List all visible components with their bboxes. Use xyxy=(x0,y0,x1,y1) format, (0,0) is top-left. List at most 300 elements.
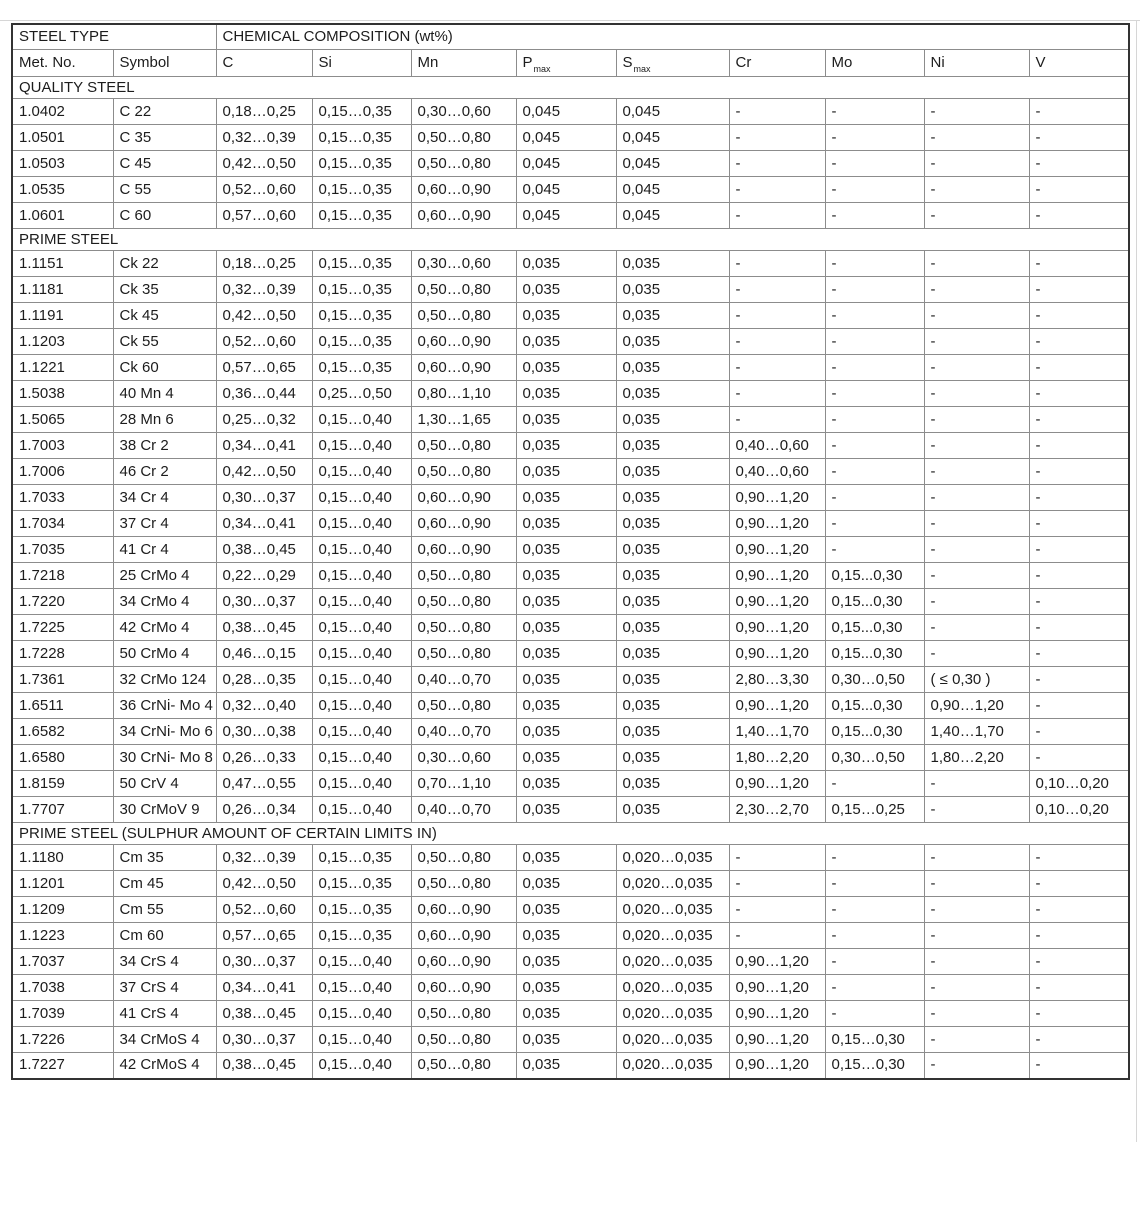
cell-cr: 0,40…0,60 xyxy=(729,459,825,485)
cell-si: 0,15…0,35 xyxy=(312,151,411,177)
table-row xyxy=(12,277,1129,303)
cell-si: 0,15…0,40 xyxy=(312,1027,411,1053)
cell-symbol: Ck 60 xyxy=(113,355,216,381)
cell-mo: 0,15…0,25 xyxy=(825,797,924,823)
cell-mn: 0,50…0,80 xyxy=(411,1027,516,1053)
cell-cr: 0,90…1,20 xyxy=(729,485,825,511)
cell-symbol: 42 CrMo 4 xyxy=(113,615,216,641)
cell-mo: - xyxy=(825,125,924,151)
cell-cr: - xyxy=(729,99,825,125)
cell-s-max: 0,035 xyxy=(616,537,729,563)
cell-ni: 1,40…1,70 xyxy=(924,719,1029,745)
cell-met-no: 1.7218 xyxy=(12,563,113,589)
cell-met-no: 1.7707 xyxy=(12,797,113,823)
table-row xyxy=(12,845,1129,871)
cell-p-max: 0,035 xyxy=(516,563,616,589)
cell-si: 0,15…0,40 xyxy=(312,459,411,485)
cell-symbol: 34 CrS 4 xyxy=(113,949,216,975)
cell-symbol: C 35 xyxy=(113,125,216,151)
cell-s-max: 0,020…0,035 xyxy=(616,1001,729,1027)
cell-cr: - xyxy=(729,923,825,949)
cell-mn: 0,40…0,70 xyxy=(411,719,516,745)
cell-symbol: C 60 xyxy=(113,203,216,229)
cell-p-max: 0,035 xyxy=(516,667,616,693)
cell-c: 0,38…0,45 xyxy=(216,1053,312,1079)
column-header-row xyxy=(12,50,1129,77)
cell-s-max: 0,035 xyxy=(616,797,729,823)
cell-s-max: 0,035 xyxy=(616,407,729,433)
steel-composition-table xyxy=(11,23,1130,1080)
cell-mo: - xyxy=(825,151,924,177)
cell-c: 0,32…0,39 xyxy=(216,277,312,303)
cell-mn: 0,50…0,80 xyxy=(411,563,516,589)
cell-cr: - xyxy=(729,251,825,277)
cell-cr: 0,90…1,20 xyxy=(729,1053,825,1079)
cell-si: 0,15…0,40 xyxy=(312,719,411,745)
cell-s-max: 0,035 xyxy=(616,485,729,511)
cell-si: 0,15…0,35 xyxy=(312,251,411,277)
cell-v: - xyxy=(1029,949,1129,975)
cell-ni: - xyxy=(924,381,1029,407)
table-row xyxy=(12,125,1129,151)
cell-mn: 0,70…1,10 xyxy=(411,771,516,797)
table-row xyxy=(12,433,1129,459)
cell-mn: 0,50…0,80 xyxy=(411,871,516,897)
cell-cr: - xyxy=(729,125,825,151)
cell-si: 0,15…0,35 xyxy=(312,177,411,203)
cell-ni: - xyxy=(924,277,1029,303)
cell-p-max: 0,045 xyxy=(516,125,616,151)
cell-ni: - xyxy=(924,845,1029,871)
cell-mn: 0,50…0,80 xyxy=(411,1053,516,1079)
cell-c: 0,42…0,50 xyxy=(216,871,312,897)
cell-s-max: 0,045 xyxy=(616,125,729,151)
cell-c: 0,25…0,32 xyxy=(216,407,312,433)
cell-mn: 0,40…0,70 xyxy=(411,667,516,693)
cell-si: 0,15…0,40 xyxy=(312,949,411,975)
cell-c: 0,30…0,38 xyxy=(216,719,312,745)
cell-met-no: 1.1201 xyxy=(12,871,113,897)
cell-ni: - xyxy=(924,125,1029,151)
cell-v: - xyxy=(1029,693,1129,719)
section-header-row xyxy=(12,823,1129,845)
cell-si: 0,15…0,40 xyxy=(312,433,411,459)
cell-mo: 0,15...0,30 xyxy=(825,641,924,667)
cell-symbol: 46 Cr 2 xyxy=(113,459,216,485)
table-row xyxy=(12,355,1129,381)
cell-cr: - xyxy=(729,381,825,407)
table-row xyxy=(12,151,1129,177)
table-row xyxy=(12,303,1129,329)
cell-mo: - xyxy=(825,99,924,125)
cell-mn: 0,50…0,80 xyxy=(411,615,516,641)
cell-p-max: 0,035 xyxy=(516,923,616,949)
table-row xyxy=(12,99,1129,125)
table-row xyxy=(12,667,1129,693)
cell-p-max: 0,035 xyxy=(516,537,616,563)
cell-cr: - xyxy=(729,871,825,897)
cell-c: 0,34…0,41 xyxy=(216,975,312,1001)
cell-met-no: 1.1181 xyxy=(12,277,113,303)
cell-mn: 0,50…0,80 xyxy=(411,151,516,177)
cell-symbol: 42 CrMoS 4 xyxy=(113,1053,216,1079)
cell-p-max: 0,035 xyxy=(516,381,616,407)
cell-si: 0,15…0,40 xyxy=(312,641,411,667)
col-header-mo: Mo xyxy=(825,50,924,77)
cell-symbol: 34 Cr 4 xyxy=(113,485,216,511)
header-group-row xyxy=(12,24,1129,50)
cell-v: - xyxy=(1029,745,1129,771)
cell-s-max: 0,020…0,035 xyxy=(616,845,729,871)
cell-cr: - xyxy=(729,897,825,923)
cell-s-max: 0,035 xyxy=(616,667,729,693)
cell-c: 0,57…0,65 xyxy=(216,923,312,949)
cell-c: 0,30…0,37 xyxy=(216,1027,312,1053)
cell-mo: - xyxy=(825,975,924,1001)
cell-symbol: 36 CrNi- Mo 4 xyxy=(113,693,216,719)
cell-c: 0,47…0,55 xyxy=(216,771,312,797)
cell-p-max: 0,035 xyxy=(516,1027,616,1053)
cell-p-max: 0,035 xyxy=(516,459,616,485)
cell-cr: 0,90…1,20 xyxy=(729,563,825,589)
cell-cr: 0,90…1,20 xyxy=(729,589,825,615)
cell-mo: - xyxy=(825,355,924,381)
table-row xyxy=(12,485,1129,511)
cell-s-max: 0,035 xyxy=(616,615,729,641)
cell-ni: - xyxy=(924,589,1029,615)
cell-v: - xyxy=(1029,1027,1129,1053)
cell-mo: - xyxy=(825,407,924,433)
cell-ni: - xyxy=(924,1001,1029,1027)
cell-s-max: 0,035 xyxy=(616,329,729,355)
table-row xyxy=(12,771,1129,797)
cell-symbol: C 55 xyxy=(113,177,216,203)
cell-mo: - xyxy=(825,329,924,355)
cell-symbol: 32 CrMo 124 xyxy=(113,667,216,693)
cell-p-max: 0,035 xyxy=(516,719,616,745)
cell-cr: - xyxy=(729,177,825,203)
cell-c: 0,42…0,50 xyxy=(216,303,312,329)
cell-si: 0,15…0,35 xyxy=(312,355,411,381)
cell-mn: 0,60…0,90 xyxy=(411,923,516,949)
cell-mo: - xyxy=(825,277,924,303)
cell-v: - xyxy=(1029,381,1129,407)
cell-mn: 0,50…0,80 xyxy=(411,589,516,615)
header-steel-type: STEEL TYPE xyxy=(12,24,216,50)
cell-cr: - xyxy=(729,355,825,381)
cell-mn: 0,60…0,90 xyxy=(411,485,516,511)
cell-ni: - xyxy=(924,433,1029,459)
cell-mn: 0,60…0,90 xyxy=(411,897,516,923)
cell-si: 0,15…0,35 xyxy=(312,277,411,303)
cell-cr: - xyxy=(729,277,825,303)
cell-symbol: Ck 22 xyxy=(113,251,216,277)
cell-met-no: 1.7220 xyxy=(12,589,113,615)
cell-s-max: 0,035 xyxy=(616,459,729,485)
cell-met-no: 1.7226 xyxy=(12,1027,113,1053)
cell-mo: - xyxy=(825,923,924,949)
cell-si: 0,15…0,40 xyxy=(312,1001,411,1027)
cell-symbol: 37 CrS 4 xyxy=(113,975,216,1001)
cell-p-max: 0,035 xyxy=(516,641,616,667)
cell-cr: 0,90…1,20 xyxy=(729,511,825,537)
cell-c: 0,34…0,41 xyxy=(216,511,312,537)
cell-s-max: 0,020…0,035 xyxy=(616,949,729,975)
table-row xyxy=(12,797,1129,823)
cell-si: 0,15…0,40 xyxy=(312,797,411,823)
cell-p-max: 0,035 xyxy=(516,589,616,615)
cell-symbol: C 45 xyxy=(113,151,216,177)
cell-s-max: 0,020…0,035 xyxy=(616,1053,729,1079)
cell-v: - xyxy=(1029,923,1129,949)
cell-v: - xyxy=(1029,845,1129,871)
cell-ni: ( ≤ 0,30 ) xyxy=(924,667,1029,693)
cell-ni: - xyxy=(924,975,1029,1001)
cell-mo: 0,15…0,30 xyxy=(825,1027,924,1053)
cell-mo: - xyxy=(825,949,924,975)
cell-cr: 0,90…1,20 xyxy=(729,537,825,563)
cell-mo: - xyxy=(825,897,924,923)
cell-met-no: 1.1223 xyxy=(12,923,113,949)
table-row xyxy=(12,407,1129,433)
cell-p-max: 0,035 xyxy=(516,511,616,537)
table-row xyxy=(12,923,1129,949)
cell-met-no: 1.7033 xyxy=(12,485,113,511)
cell-ni: - xyxy=(924,897,1029,923)
cell-cr: 0,90…1,20 xyxy=(729,615,825,641)
table-row xyxy=(12,329,1129,355)
cell-c: 0,42…0,50 xyxy=(216,151,312,177)
table-row xyxy=(12,459,1129,485)
cell-cr: 1,80…2,20 xyxy=(729,745,825,771)
col-header-si: Si xyxy=(312,50,411,77)
cell-met-no: 1.1191 xyxy=(12,303,113,329)
col-header-v: V xyxy=(1029,50,1129,77)
section-title: PRIME STEEL xyxy=(12,229,1129,251)
cell-c: 0,32…0,39 xyxy=(216,845,312,871)
cell-met-no: 1.7225 xyxy=(12,615,113,641)
cell-ni: - xyxy=(924,615,1029,641)
cell-c: 0,26…0,33 xyxy=(216,745,312,771)
cell-si: 0,25…0,50 xyxy=(312,381,411,407)
cell-s-max: 0,020…0,035 xyxy=(616,923,729,949)
cell-ni: - xyxy=(924,771,1029,797)
cell-v: - xyxy=(1029,615,1129,641)
cell-cr: 0,90…1,20 xyxy=(729,771,825,797)
cell-c: 0,26…0,34 xyxy=(216,797,312,823)
col-header-symbol: Symbol xyxy=(113,50,216,77)
cell-v: - xyxy=(1029,719,1129,745)
cell-symbol: Cm 55 xyxy=(113,897,216,923)
cell-mn: 0,60…0,90 xyxy=(411,949,516,975)
cell-si: 0,15…0,40 xyxy=(312,693,411,719)
cell-symbol: 34 CrMo 4 xyxy=(113,589,216,615)
cell-met-no: 1.0501 xyxy=(12,125,113,151)
cell-v: - xyxy=(1029,871,1129,897)
cell-c: 0,30…0,37 xyxy=(216,949,312,975)
cell-ni: - xyxy=(924,871,1029,897)
cell-mo: 0,15...0,30 xyxy=(825,563,924,589)
cell-met-no: 1.7039 xyxy=(12,1001,113,1027)
cell-symbol: Cm 35 xyxy=(113,845,216,871)
cell-symbol: 38 Cr 2 xyxy=(113,433,216,459)
cell-c: 0,22…0,29 xyxy=(216,563,312,589)
cell-met-no: 1.1151 xyxy=(12,251,113,277)
cell-met-no: 1.5065 xyxy=(12,407,113,433)
cell-met-no: 1.7038 xyxy=(12,975,113,1001)
cell-met-no: 1.7006 xyxy=(12,459,113,485)
cell-p-max: 0,035 xyxy=(516,949,616,975)
cell-cr: 1,40…1,70 xyxy=(729,719,825,745)
cell-si: 0,15…0,40 xyxy=(312,975,411,1001)
cell-symbol: 37 Cr 4 xyxy=(113,511,216,537)
cell-v: - xyxy=(1029,277,1129,303)
cell-v: - xyxy=(1029,459,1129,485)
table-row xyxy=(12,693,1129,719)
cell-met-no: 1.1209 xyxy=(12,897,113,923)
cell-s-max: 0,035 xyxy=(616,693,729,719)
cell-cr: - xyxy=(729,303,825,329)
cell-ni: - xyxy=(924,177,1029,203)
cell-met-no: 1.1221 xyxy=(12,355,113,381)
cell-p-max: 0,035 xyxy=(516,251,616,277)
cell-ni: - xyxy=(924,203,1029,229)
cell-s-max: 0,035 xyxy=(616,719,729,745)
cell-ni: - xyxy=(924,459,1029,485)
cell-mo: - xyxy=(825,251,924,277)
cell-met-no: 1.0503 xyxy=(12,151,113,177)
cell-v: - xyxy=(1029,485,1129,511)
table-row xyxy=(12,1001,1129,1027)
cell-p-max: 0,035 xyxy=(516,693,616,719)
cell-symbol: 28 Mn 6 xyxy=(113,407,216,433)
cell-met-no: 1.7034 xyxy=(12,511,113,537)
cell-p-max: 0,045 xyxy=(516,203,616,229)
cell-v: - xyxy=(1029,537,1129,563)
cell-mn: 1,30…1,65 xyxy=(411,407,516,433)
cell-mo: - xyxy=(825,485,924,511)
cell-met-no: 1.0535 xyxy=(12,177,113,203)
cell-c: 0,38…0,45 xyxy=(216,615,312,641)
cell-ni: - xyxy=(924,949,1029,975)
cell-mo: - xyxy=(825,433,924,459)
cell-si: 0,15…0,35 xyxy=(312,897,411,923)
cell-cr: 0,90…1,20 xyxy=(729,1027,825,1053)
cell-symbol: 30 CrNi- Mo 8 xyxy=(113,745,216,771)
cell-p-max: 0,035 xyxy=(516,303,616,329)
cell-v: - xyxy=(1029,407,1129,433)
cell-mo: - xyxy=(825,871,924,897)
cell-ni: - xyxy=(924,485,1029,511)
cell-s-max: 0,035 xyxy=(616,433,729,459)
section-title: QUALITY STEEL xyxy=(12,77,1129,99)
table-row xyxy=(12,871,1129,897)
cell-c: 0,57…0,60 xyxy=(216,203,312,229)
table-row xyxy=(12,615,1129,641)
cell-cr: 0,90…1,20 xyxy=(729,641,825,667)
cell-v: - xyxy=(1029,667,1129,693)
cell-mo: - xyxy=(825,511,924,537)
cell-cr: - xyxy=(729,151,825,177)
header-chemical-composition: CHEMICAL COMPOSITION (wt%) xyxy=(216,24,1129,50)
cell-v: - xyxy=(1029,251,1129,277)
table-row xyxy=(12,975,1129,1001)
cell-cr: 2,80…3,30 xyxy=(729,667,825,693)
cell-mn: 0,80…1,10 xyxy=(411,381,516,407)
page-edge-line-vertical xyxy=(1136,20,1137,1142)
cell-ni: - xyxy=(924,407,1029,433)
cell-mn: 0,50…0,80 xyxy=(411,303,516,329)
cell-s-max: 0,045 xyxy=(616,151,729,177)
col-header-met-no: Met. No. xyxy=(12,50,113,77)
table-row xyxy=(12,251,1129,277)
section-header-row xyxy=(12,77,1129,99)
cell-mn: 0,60…0,90 xyxy=(411,177,516,203)
cell-v: - xyxy=(1029,303,1129,329)
cell-symbol: 34 CrNi- Mo 6 xyxy=(113,719,216,745)
cell-mo: 0,15...0,30 xyxy=(825,719,924,745)
cell-mn: 0,60…0,90 xyxy=(411,511,516,537)
cell-v: - xyxy=(1029,563,1129,589)
cell-ni: - xyxy=(924,303,1029,329)
cell-v: - xyxy=(1029,125,1129,151)
cell-s-max: 0,035 xyxy=(616,381,729,407)
cell-v: - xyxy=(1029,589,1129,615)
cell-s-max: 0,035 xyxy=(616,251,729,277)
cell-mn: 0,60…0,90 xyxy=(411,355,516,381)
cell-mo: 0,30…0,50 xyxy=(825,745,924,771)
cell-p-max: 0,035 xyxy=(516,277,616,303)
cell-v: - xyxy=(1029,975,1129,1001)
cell-si: 0,15…0,35 xyxy=(312,845,411,871)
col-header-cr: Cr xyxy=(729,50,825,77)
cell-p-max: 0,035 xyxy=(516,407,616,433)
cell-c: 0,18…0,25 xyxy=(216,99,312,125)
cell-symbol: Cm 60 xyxy=(113,923,216,949)
cell-symbol: 34 CrMoS 4 xyxy=(113,1027,216,1053)
col-header-ni: Ni xyxy=(924,50,1029,77)
cell-c: 0,52…0,60 xyxy=(216,329,312,355)
cell-v: - xyxy=(1029,329,1129,355)
cell-s-max: 0,045 xyxy=(616,203,729,229)
cell-p-max: 0,045 xyxy=(516,99,616,125)
cell-v: - xyxy=(1029,433,1129,459)
col-header-mn: Mn xyxy=(411,50,516,77)
cell-s-max: 0,020…0,035 xyxy=(616,871,729,897)
cell-met-no: 1.6580 xyxy=(12,745,113,771)
cell-mn: 0,50…0,80 xyxy=(411,845,516,871)
cell-ni: - xyxy=(924,1027,1029,1053)
cell-symbol: 40 Mn 4 xyxy=(113,381,216,407)
cell-cr: 0,90…1,20 xyxy=(729,693,825,719)
cell-mo: - xyxy=(825,381,924,407)
cell-cr: - xyxy=(729,845,825,871)
table-row xyxy=(12,745,1129,771)
cell-mo: - xyxy=(825,459,924,485)
cell-s-max: 0,045 xyxy=(616,99,729,125)
cell-p-max: 0,045 xyxy=(516,151,616,177)
cell-mn: 0,60…0,90 xyxy=(411,329,516,355)
table-row xyxy=(12,719,1129,745)
cell-mn: 0,30…0,60 xyxy=(411,251,516,277)
table-row xyxy=(12,203,1129,229)
cell-s-max: 0,035 xyxy=(616,641,729,667)
cell-si: 0,15…0,40 xyxy=(312,511,411,537)
cell-cr: - xyxy=(729,407,825,433)
cell-s-max: 0,035 xyxy=(616,277,729,303)
cell-ni: - xyxy=(924,797,1029,823)
cell-met-no: 1.7035 xyxy=(12,537,113,563)
